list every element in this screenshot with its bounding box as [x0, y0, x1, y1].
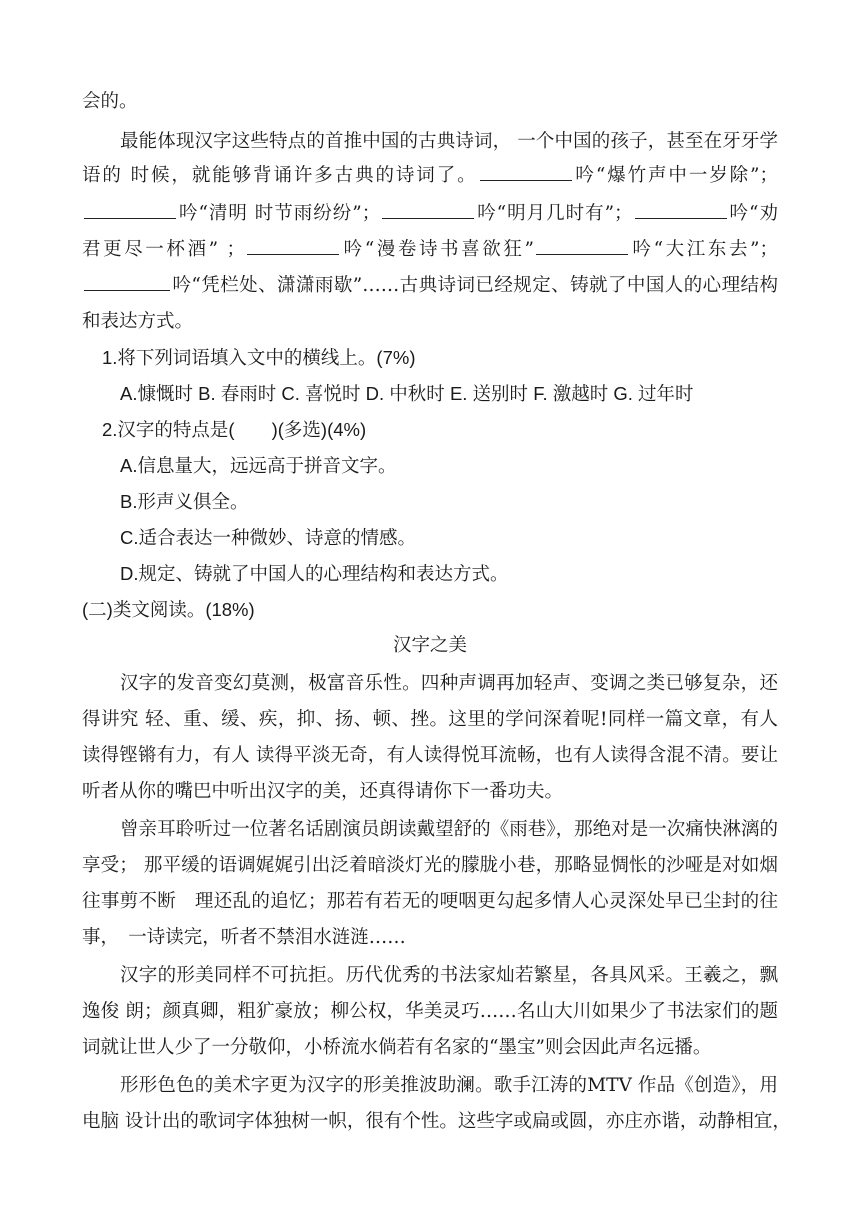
- text-line: 最能体现汉字这些特点的首推中国的古典诗词， 一个中国的孩子，甚至在牙牙学: [120, 131, 778, 152]
- text-line: [82, 158, 778, 194]
- article-title: 汉字之美: [392, 635, 467, 656]
- question-1-stem: 1.将下列词语填入文中的横线上。(7%): [102, 347, 416, 368]
- paragraph-line: 汉字的形美同样不可抗拒。历代优秀的书法家灿若繁星，各具风采。王羲之，飘: [120, 965, 778, 986]
- question-2-option-b: B.形声义俱全。: [120, 491, 249, 512]
- text-fragment: 吟“劝: [728, 203, 778, 224]
- question-2-option-a: A.信息量大，远远高于拼音文字。: [120, 455, 397, 476]
- fill-in-blank: [84, 201, 176, 219]
- section-heading: (二)类文阅读。(18%): [82, 599, 255, 620]
- fill-in-blank: [247, 237, 339, 255]
- text-line: [82, 196, 778, 232]
- text-line: [82, 268, 778, 304]
- fill-in-blank: [84, 273, 170, 291]
- text-fragment: 吟“明月几时有”；: [476, 203, 633, 224]
- paragraph-line: 得讲究 轻、重、缓、疾，抑、扬、顿、挫。这里的学问深着呢!同样一篇文章，有人: [82, 709, 778, 730]
- question-2-option-d: D.规定、铸就了中国人的心理结构和表达方式。: [120, 563, 509, 584]
- paragraph-line: 形形色色的美术字更为汉字的形美推波助澜。歌手江涛的MTV 作品《创造》，用: [120, 1075, 778, 1096]
- fill-in-blank: [480, 163, 572, 181]
- fill-in-blank: [635, 201, 727, 219]
- paragraph-line: 事， 一诗读完，听者不禁泪水涟涟……: [82, 927, 406, 948]
- paragraph-line: 读得铿锵有力，有人 读得平淡无奇，有人读得悦耳流畅，也有人读得含混不清。要让: [82, 745, 778, 766]
- text-fragment: 君更尽一杯酒” ；: [82, 239, 246, 260]
- text-line: 会的。: [82, 91, 138, 112]
- fill-in-blank: [536, 237, 628, 255]
- paragraph-line: 听者从你的嘴巴中听出汉字的美，还真得请你下一番功夫。: [82, 781, 564, 802]
- fill-in-blank: [382, 201, 474, 219]
- question-1-options: A.慷慨时 B. 春雨时 C. 喜悦时 D. 中秋时 E. 送别时 F. 激越时 G. 过年时: [120, 383, 694, 404]
- paragraph-line: 电脑 设计出的歌词字体独树一帜，很有个性。这些字或扁或圆，亦庄亦谐，动静相宜，: [82, 1111, 791, 1132]
- paragraph-line: 词就让世人少了一分敬仰，小桥流水倘若有名家的“墨宝”则会因此声名远播。: [82, 1037, 712, 1058]
- text-fragment: 吟“漫卷诗书喜欲狂”: [341, 239, 534, 260]
- question-2-option-c: C.适合表达一种微妙、诗意的情感。: [120, 527, 417, 548]
- text-line: [82, 232, 778, 268]
- text-fragment: 吟“爆竹声中一岁除”；: [573, 165, 778, 186]
- text-fragment: 吟“凭栏处、潇潇雨歇”……古典诗词已经规定、铸就了中国人的心理结构: [172, 275, 778, 296]
- paragraph-line: 汉字的发音变幻莫测，极富音乐性。四种声调再加轻声、变调之类已够复杂，还: [120, 673, 778, 694]
- question-2-stem: 2.汉字的特点是( )(多选)(4%): [102, 419, 367, 440]
- paragraph-line: 曾亲耳聆听过一位著名话剧演员朗读戴望舒的《雨巷》，那绝对是一次痛快淋漓的: [120, 819, 778, 840]
- text-fragment: 吟“清明 时节雨纷纷”；: [178, 203, 381, 224]
- text-line: 和表达方式。: [82, 311, 194, 332]
- paragraph-line: 逸俊 朗；颜真卿，粗犷豪放；柳公权，华美灵巧……名山大川如果少了书法家们的题: [82, 1001, 778, 1022]
- paragraph-line: 享受； 那平缓的语调娓娓引出泛着暗淡灯光的朦胧小巷，那略显惆怅的沙哑是对如烟: [82, 855, 778, 876]
- text-fragment: 吟“大江东去”；: [629, 239, 778, 260]
- paragraph-line: 往事剪不断 理还乱的追忆；那若有若无的哽咽更勾起多情人心灵深处早已尘封的往: [82, 891, 778, 912]
- text-fragment: 语的 时候，就能够背诵许多古典的诗词了。: [82, 165, 478, 186]
